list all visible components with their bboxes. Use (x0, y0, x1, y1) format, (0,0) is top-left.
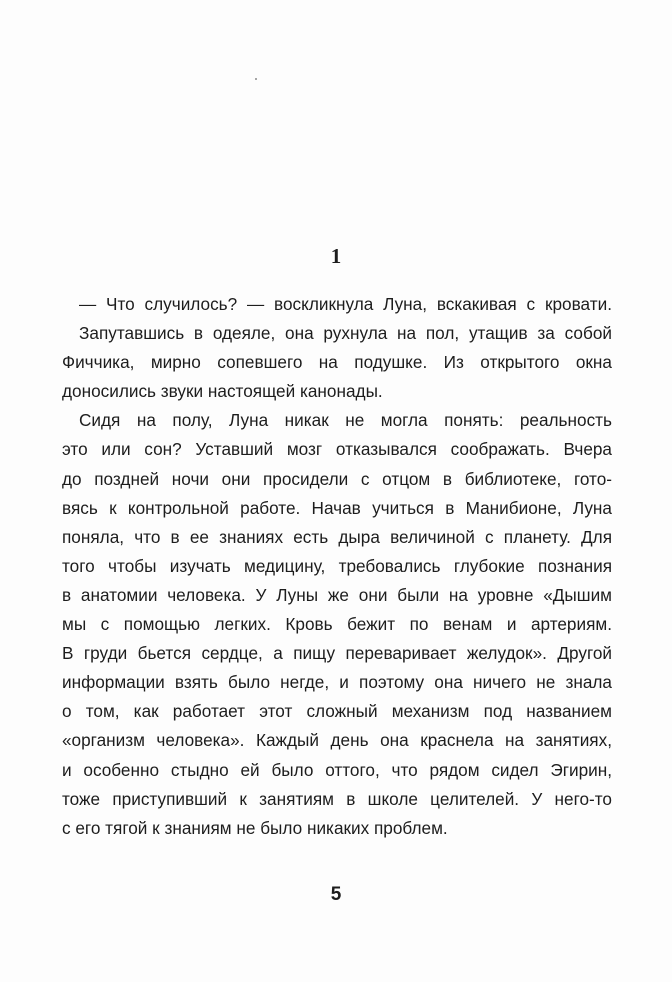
text-line: В груди бьется сердце, а пищу переваривает желудок». Другой (62, 643, 612, 664)
text-line: в анатомии человека. У Луны же они были на уровне «Дышим (62, 584, 612, 605)
text-line: «организм человека». Каждый день она краснела на занятиях, (62, 730, 612, 751)
text-line: до поздней ночи они просидели с отцом в библиотеке, гото- (62, 468, 612, 489)
body-text (62, 290, 612, 843)
text-line: и особенно стыдно ей было оттого, что рядом сидел Эгирин, (62, 759, 612, 780)
text-line: — Что случилось? — воскликнула Луна, вскакивая с кровати. (79, 294, 612, 314)
text-line: вясь к контрольной работе. Начав учиться в Манибионе, Луна (62, 497, 612, 518)
text-line: тоже приступивший к занятиям в школе целителей. У него-то (62, 788, 612, 809)
text-line: Фиччика, мирно сопевшего на подушке. Из открытого окна (62, 352, 612, 373)
text-line: Запутавшись в одеяле, она рухнула на пол, утащив за собой (79, 323, 612, 344)
chapter-number: 1 (330, 244, 342, 268)
text-line: Сидя на полу, Луна никак не могла понять: реальность (79, 410, 612, 431)
print-speck (255, 78, 257, 80)
text-line: того чтобы изучать медицину, требовались глубокие познания (62, 555, 612, 576)
text-line: о том, как работает этот сложный механизм под названием (62, 701, 612, 722)
text-line: мы с помощью легких. Кровь бежит по венам и артериям. (62, 614, 612, 635)
text-line: поняла, что в ее знаниях есть дыра величиной с планету. Для (62, 526, 612, 547)
text-line: с его тягой к знаниям не было никаких проблем. (62, 817, 448, 838)
text-line: информации взять было негде, и поэтому она ничего не знала (62, 672, 612, 693)
text-line: это или сон? Уставший мозг отказывался соображать. Вчера (62, 439, 612, 460)
page-number: 5 (330, 884, 342, 905)
text-line: доносились звуки настоящей канонады. (62, 381, 383, 402)
